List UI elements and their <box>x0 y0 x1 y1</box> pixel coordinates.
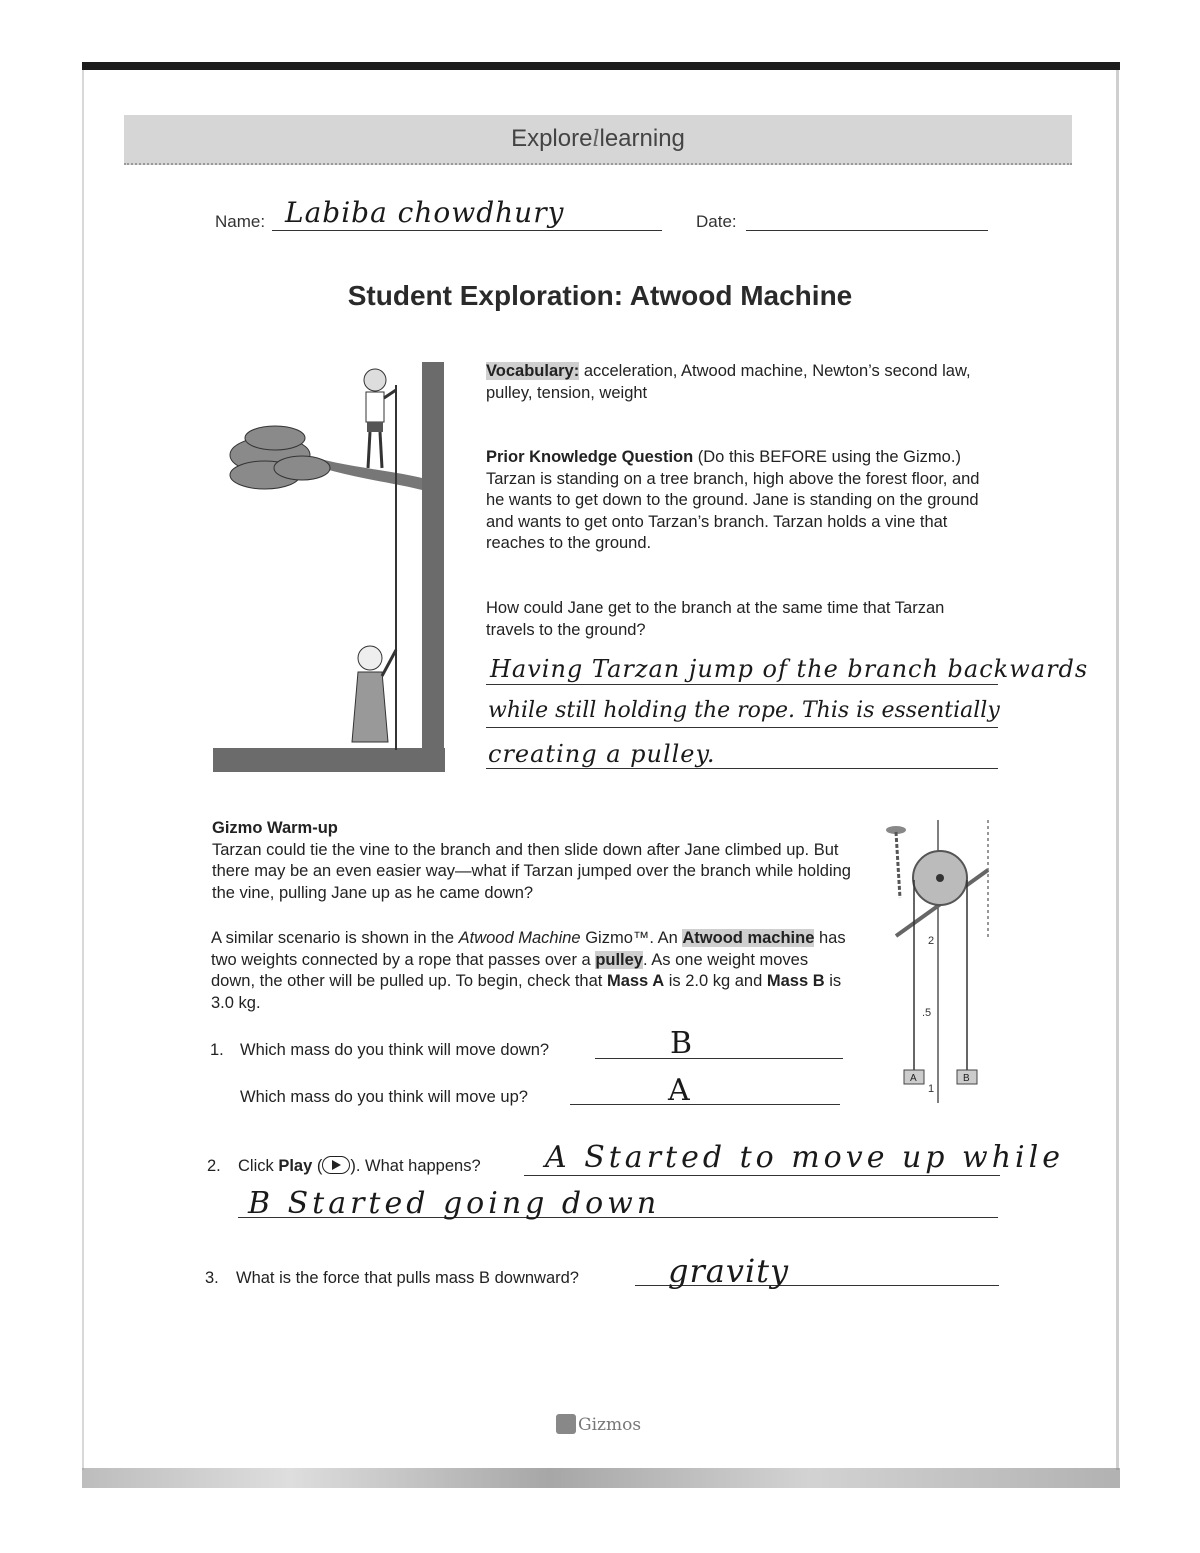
tarzan-figure <box>364 369 396 468</box>
scale-tick-1: 1 <box>928 1083 935 1095</box>
answer-line-2 <box>486 727 998 728</box>
pulley-axle <box>936 874 944 882</box>
warmup-text-c: has two weights connected by a rope that passes over a <box>211 929 846 969</box>
term-atwood-machine: Atwood machine <box>682 929 815 947</box>
page-title: Student Exploration: Atwood Machine <box>347 280 853 311</box>
answer-text-3[interactable]: creating a pulley. <box>488 740 716 768</box>
warmup-heading: Gizmo Warm-up <box>212 819 338 837</box>
chain <box>896 832 900 898</box>
warmup-text-a: A similar scenario is shown in the <box>211 929 459 947</box>
mass-b-label: B <box>963 1073 970 1084</box>
brand-swirl-mark: l <box>592 127 600 152</box>
warmup-text-e: is 2.0 kg and <box>664 972 767 990</box>
q2-text-a: Click <box>238 1157 279 1175</box>
question-1-number: 1. <box>210 1041 224 1059</box>
prior-knowledge-heading: Prior Knowledge Question <box>486 448 694 466</box>
question-2-answer-2[interactable]: B Started going down <box>248 1186 661 1221</box>
term-pulley: pulley <box>595 950 643 969</box>
prior-knowledge-question: How could Jane get to the branch at the same time that Tarzan travels to the ground? <box>486 599 945 639</box>
question-2-number: 2. <box>207 1157 221 1175</box>
prior-knowledge-block <box>486 447 998 555</box>
q2-text-b: ( <box>312 1157 323 1175</box>
warmup-block-1 <box>212 818 852 904</box>
answer-text-1[interactable]: Having Tarzan jump of the branch backwards <box>490 655 1089 683</box>
warmup-paragraph-2 <box>211 928 851 1014</box>
gizmos-logo-icon <box>556 1414 576 1434</box>
warmup-gizmo-name: Atwood Machine <box>458 929 581 947</box>
date-field[interactable] <box>746 230 988 231</box>
question-1-text: Which mass do you think will move down? <box>240 1041 550 1059</box>
name-label: Name: <box>215 212 266 231</box>
header-banner <box>124 115 1072 165</box>
prior-knowledge-body: Tarzan is standing on a tree branch, high above the forest floor, and he wants to get down to the ground. Jane is standing on the ground and wants to get onto Tarzan’s branch. Tarzan holds a vine that reaches to the ground. <box>486 469 980 552</box>
q2-play-label: Play <box>278 1157 313 1175</box>
gizmos-logo-text: Gizmos <box>578 1415 642 1435</box>
mass-a-term: Mass A <box>606 972 665 990</box>
answer-text-2[interactable]: while still holding the rope. This is essentially <box>488 698 1000 723</box>
mass-b-term: Mass B <box>766 972 825 990</box>
question-2-answer-1[interactable]: A Started to move up while <box>545 1140 1064 1175</box>
brand-prefix: Explore <box>511 125 593 152</box>
question-3-text: What is the force that pulls mass B downward? <box>236 1269 579 1287</box>
q2-text-c: ). What happens? <box>350 1157 481 1175</box>
page-top-edge <box>82 62 1120 70</box>
brand-logo <box>124 125 1072 153</box>
warmup-text-d: . As one weight moves down, the other will be pulled up. To begin, check that <box>211 950 809 990</box>
question-3-answer[interactable]: gravity <box>668 1252 790 1290</box>
warmup-text-f: is 3.0 kg. <box>211 972 842 1012</box>
scale-tick-2: 2 <box>928 935 935 947</box>
tarzan-tree-illustration <box>210 360 450 775</box>
question-1b-text: Which mass do you think will move up? <box>240 1088 528 1106</box>
brand-suffix: learning <box>599 125 685 152</box>
prior-knowledge-note: (Do this BEFORE using the Gizmo.) <box>693 448 961 466</box>
vocabulary-block <box>486 361 996 404</box>
warmup-text-b: Gizmo™. An <box>580 929 683 947</box>
date-label: Date: <box>696 212 737 231</box>
name-line <box>272 230 662 231</box>
question-2-answer-line-1 <box>524 1175 1000 1176</box>
answer-line-1 <box>486 684 998 685</box>
question-1b-answer-line <box>570 1104 840 1105</box>
question-2-text <box>238 1156 481 1178</box>
question-3-number: 3. <box>205 1269 219 1287</box>
warmup-paragraph-1: Tarzan could tie the vine to the branch and then slide down after Jane climbed up. But there may be an even easier way—what if Tarzan jumped over the branch while holding the vine, pulling Jane up as he came down? <box>212 840 851 902</box>
ground <box>213 748 445 772</box>
leaves <box>230 426 330 489</box>
question-1b-answer[interactable]: A <box>668 1073 691 1108</box>
scale-tick-half: .5 <box>922 1007 932 1019</box>
answer-line-3 <box>486 768 998 769</box>
vocabulary-label: Vocabulary: <box>486 362 580 380</box>
tree-trunk <box>422 362 444 772</box>
question-1-answer-line <box>595 1058 843 1059</box>
play-icon <box>322 1156 350 1174</box>
question-1-answer[interactable]: B <box>670 1026 694 1061</box>
vocabulary-text: acceleration, Atwood machine, Newton’s second law, pulley, tension, weight <box>486 362 971 402</box>
atwood-machine-diagram <box>878 818 996 1108</box>
gizmos-logo <box>556 1414 641 1435</box>
jane-figure <box>352 646 396 742</box>
mass-a-label: A <box>910 1073 917 1084</box>
name-field[interactable]: Labiba chowdhury <box>285 196 565 229</box>
page-bottom-edge <box>82 1468 1120 1488</box>
